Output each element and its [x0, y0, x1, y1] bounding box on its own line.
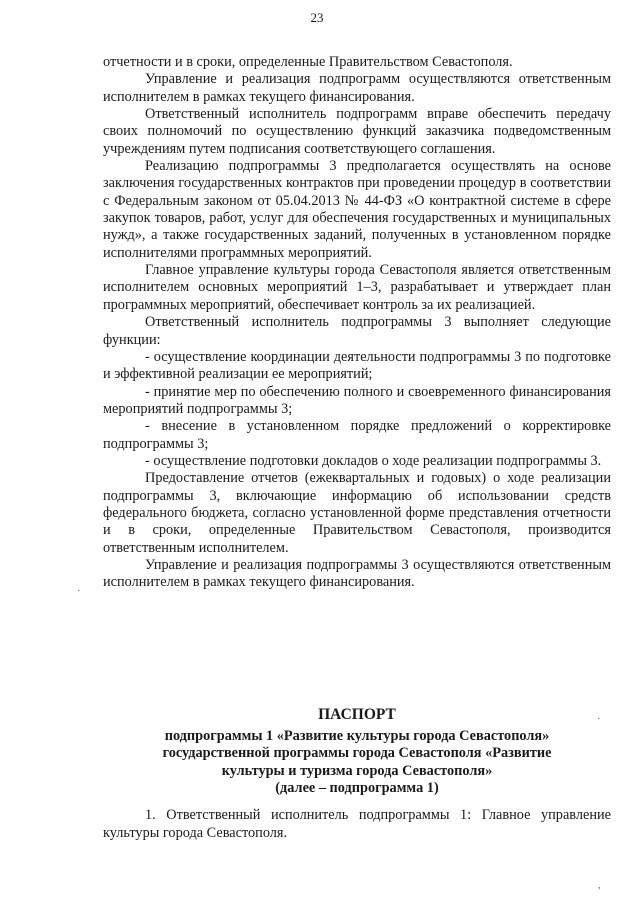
- page-number: 23: [310, 10, 324, 25]
- passport-heading: [103, 706, 611, 798]
- scan-speck: ,: [598, 880, 601, 891]
- list-item: - внесение в установленном порядке предложений о корректировке подпрограммы 3;: [103, 418, 611, 452]
- passport-body: [103, 806, 611, 842]
- passport-title: ПАСПОРТ: [318, 706, 396, 723]
- passport-subtitle-line: (далее – подпрограмма 1): [275, 780, 439, 796]
- passport-subtitle-line: государственной программы города Севастополя «Развитие: [162, 745, 552, 761]
- list-item: - осуществление подготовки докладов о ходе реализации подпрограммы 3.: [145, 452, 602, 469]
- paragraph: 1. Ответственный исполнитель подпрограммы 1: Главное управление культуры города Севастополя.: [103, 807, 611, 841]
- paragraph: отчетности и в сроки, определенные Правительством Севастополя.: [103, 54, 513, 70]
- paragraph: Главное управление культуры города Севастополя является ответственным исполнителем основных мероприятий 1–3, разрабатывает и утверждает план программных мероприятий, обеспечивает контроль за их реализацией.: [103, 262, 611, 313]
- list-item: - осуществление координации деятельности подпрограммы 3 по подготовке и эффективной реализации ее мероприятий;: [103, 348, 611, 383]
- paragraph: Ответственный исполнитель подпрограмм вправе обеспечить передачу своих полномочий по осуществлению функций заказчика подведомственным учреждениям путем подписания соответствующего соглашения.: [103, 106, 611, 157]
- paragraph: Предоставление отчетов (ежеквартальных и годовых) о ходе реализации подпрограммы 3, включающие информацию об использовании средств федерального бюджета, согласно установленной форме представления отчетности и в сроки, определенные Правительством Севастополя, производится ответственным исполнителем.: [103, 470, 611, 556]
- scan-speck: ·: [597, 714, 601, 725]
- passport-subtitle-line: подпрограммы 1 «Развитие культуры города Севастополя»: [164, 727, 550, 744]
- paragraph: Управление и реализация подпрограммы 3 осуществляются ответственным исполнителем в рамках текущего финансирования.: [103, 556, 611, 591]
- body-text: [103, 54, 611, 592]
- passport-subtitle-line: культуры и туризма города Севастополя»: [221, 762, 493, 779]
- paragraph: Ответственный исполнитель подпрограммы 3 выполняет следующие функции:: [103, 314, 611, 348]
- paragraph: Реализацию подпрограммы 3 предполагается осуществлять на основе заключения государственных контрактов при проведении процедур в соответствии с Федеральным законом от 05.04.2013 № 44-ФЗ «О контрактной системе в сфере закупок товаров, работ, услуг для обеспечения государственных и муниципальных нужд», а также государственных заданий, полученных в установленном порядке исполнителями программных мероприятий.: [103, 158, 611, 261]
- scan-speck: ·: [77, 586, 81, 597]
- list-item: - принятие мер по обеспечению полного и своевременного финансирования мероприятий подпрограммы 3;: [103, 383, 611, 417]
- paragraph: Управление и реализация подпрограмм осуществляются ответственным исполнителем в рамках текущего финансирования.: [103, 71, 611, 105]
